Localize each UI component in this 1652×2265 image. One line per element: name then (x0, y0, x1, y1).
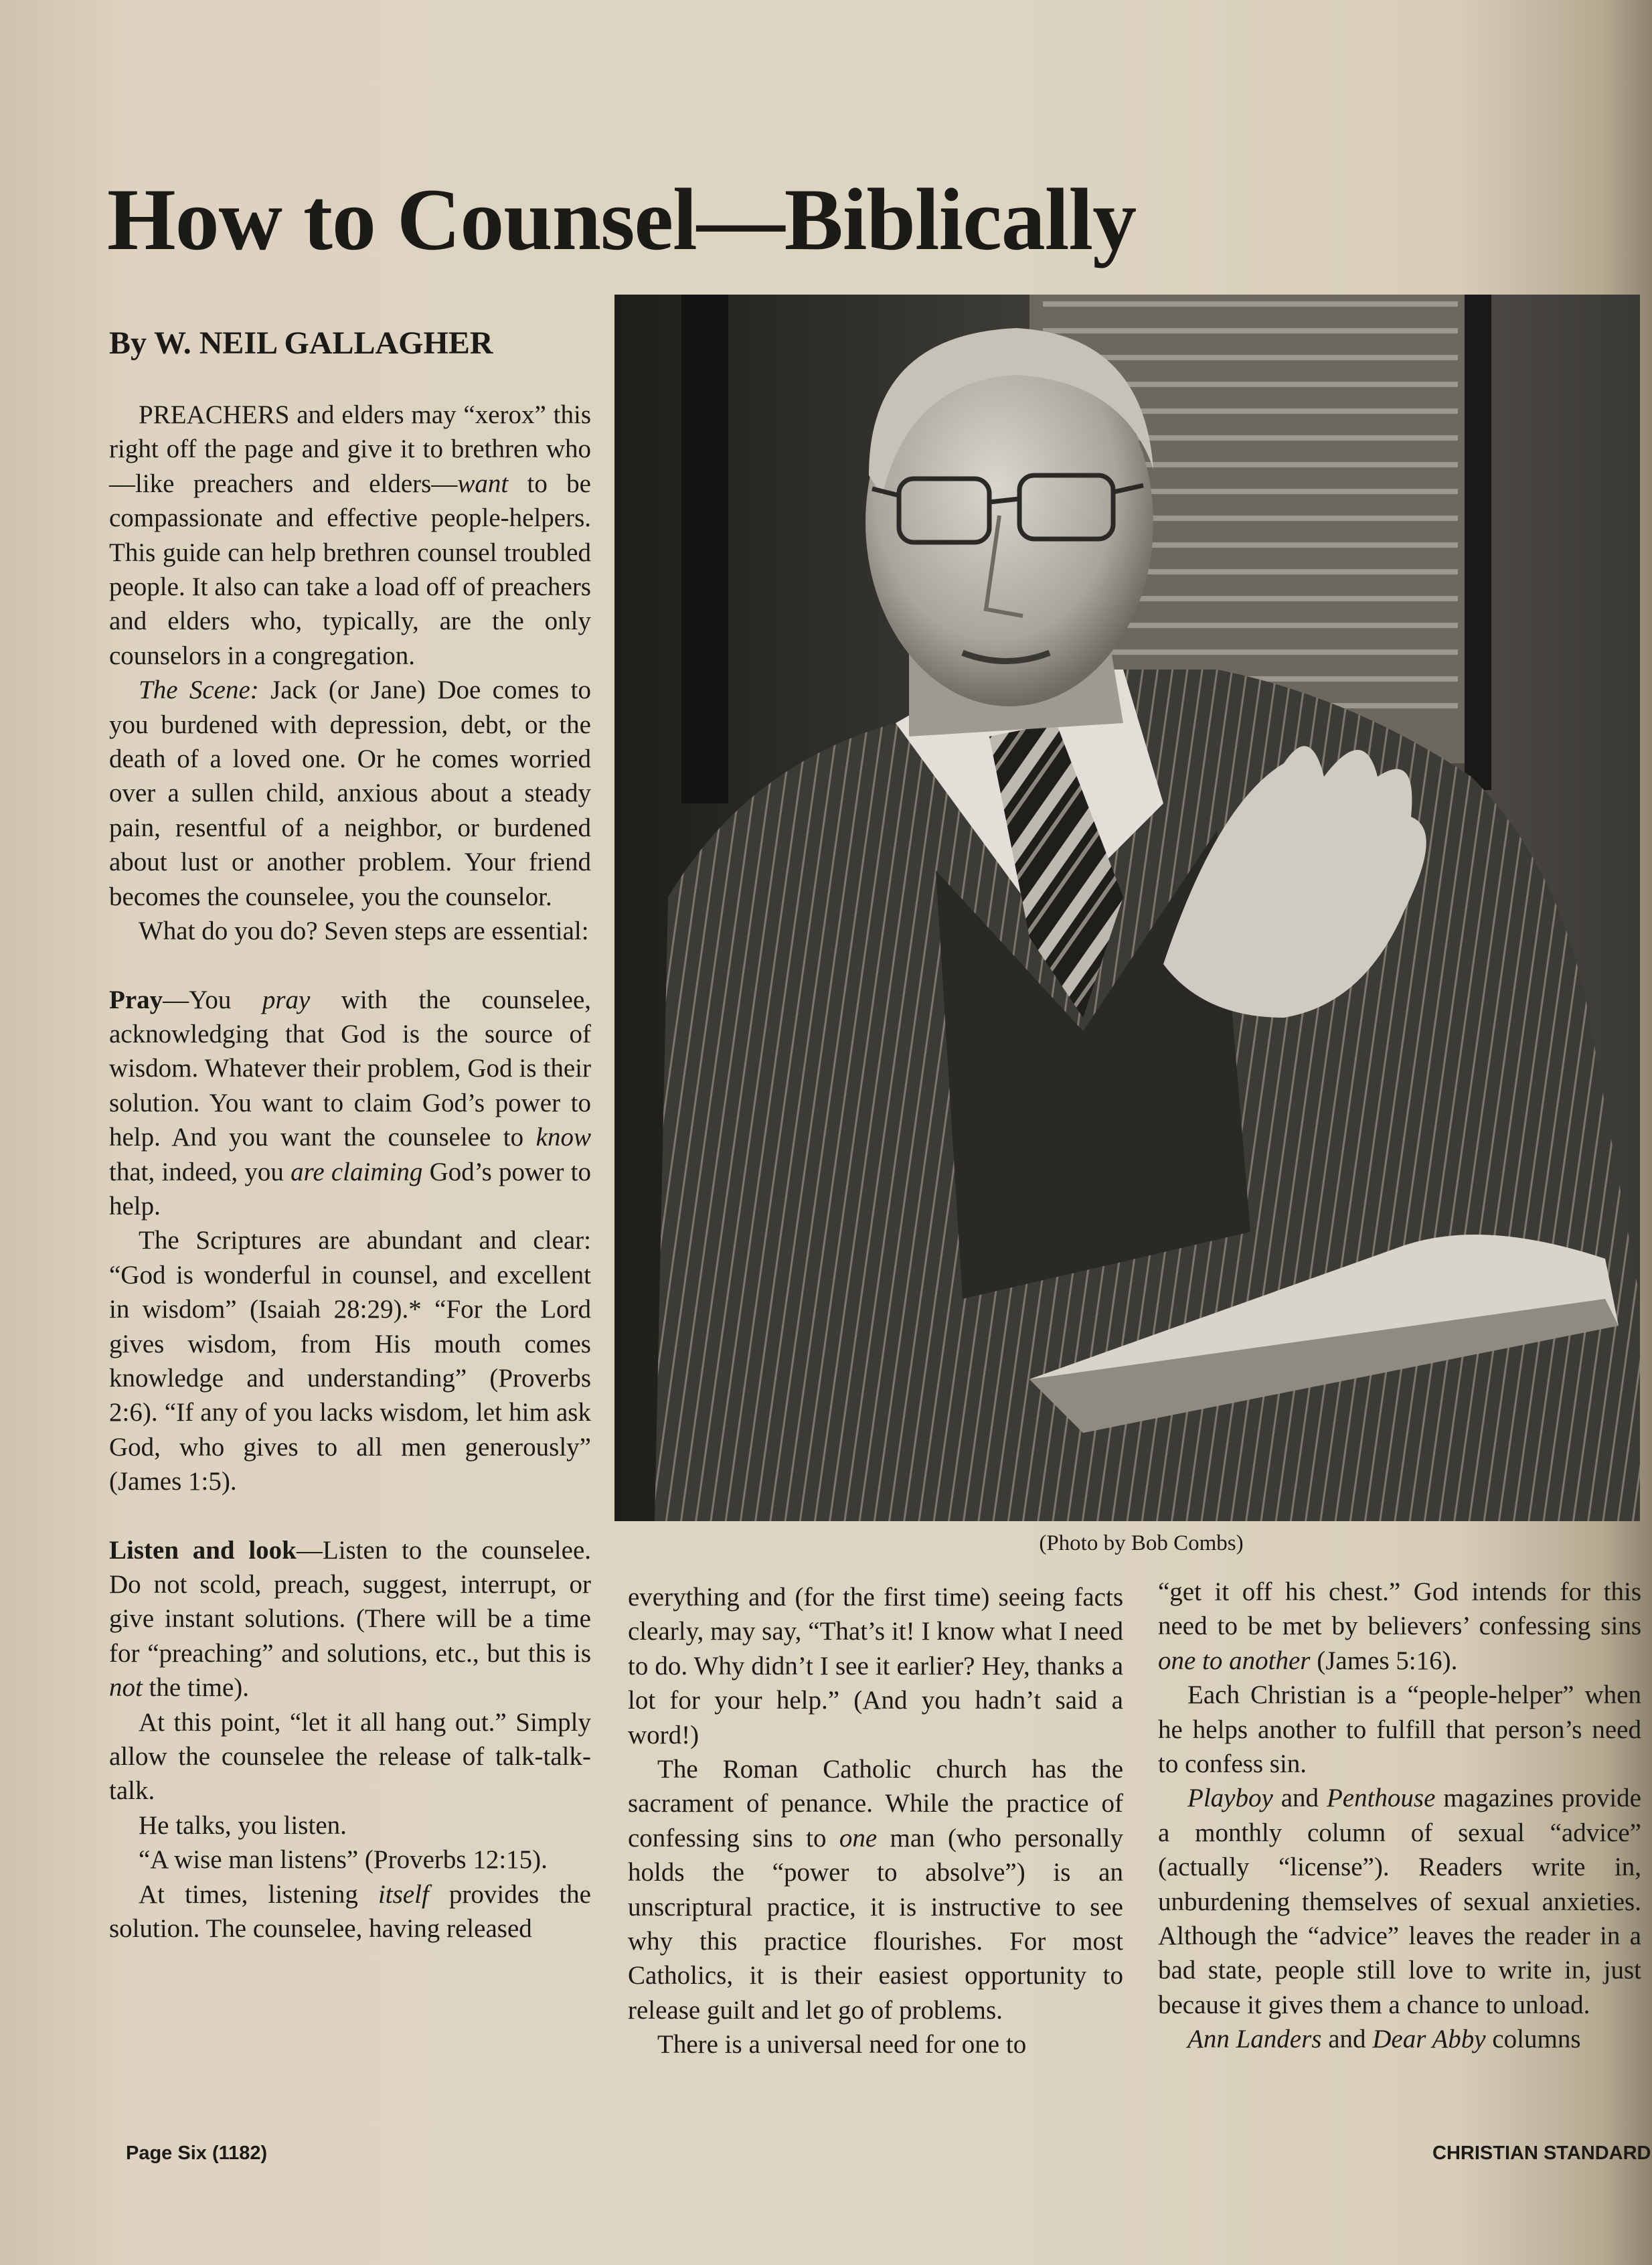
scene-paragraph: The Scene: Jack (or Jane) Doe comes to you burdened with depression, debt, or the death of a loved one. Or he comes worried over a sullen child, anxious about a steady pain, resentful of a neighbor, or burdened about lust or another problem. Your friend becomes the counselee, you the counselor. (109, 676, 592, 911)
man-in-suit-photo (614, 295, 1640, 1521)
steps-intro-paragraph: What do you do? Seven steps are essential: (139, 917, 589, 946)
page-number: Page Six (1182) (126, 2142, 268, 2164)
article-headline: How to Counsel—Biblically (107, 170, 1137, 268)
publication-name: CHRISTIAN STANDARD (1432, 2142, 1651, 2164)
people-helper-paragraph: Each Christian is a “people-helper” when he helps another to fulfill that person’s need to confess sin. (1158, 1681, 1641, 1779)
text-column-1 (109, 398, 591, 1946)
photo-caption: (Photo by Bob Combs) (1039, 1531, 1244, 1555)
scriptures-paragraph: The Scriptures are abundant and clear: “God is wonderful in counsel, and excellent in wisdom” (Isaiah 28:29).* “For the Lord gives wisdom, from His mouth comes knowledge and understanding” (Proverbs 2:6). “If any of you lacks wisdom, let him ask God, who gives to all men generously” (James 1:5). (109, 1226, 591, 1496)
magazines-paragraph: Playboy and Penthouse magazines provide a monthly column of sexual “advice” (actually “license”). Readers write in, unburdening themselves of sexual anxieties. Although the “advice” leaves the reader in a bad state, people still love to write in, just because it gives them a chance to unload. (1158, 1784, 1641, 2019)
wise-man-paragraph: “A wise man listens” (Proverbs 12:15). (139, 1845, 548, 1875)
author-photo (614, 295, 1640, 1521)
text-column-2 (628, 1580, 1123, 2062)
text-column-3 (1158, 1575, 1641, 2057)
advice-columns-paragraph: Ann Landers and Dear Abby columns (1187, 2025, 1581, 2054)
listen-section: Listen and look—Listen to the counselee. Do not scold, preach, suggest, interrupt, or give instant solutions. (There will be a time for “preaching” and solutions, etc., but this is not the time). (109, 1535, 592, 1703)
listening-itself-paragraph: At times, listening itself provides the solution. The counselee, having released (109, 1879, 591, 1944)
intro-paragraph: PREACHERS and elders may “xerox” this right off the page and give it to brethren who—like preachers and elders—want to be compassionate and effective people-helpers. This guide can help brethren counsel troubled people. It also can take a load off of preachers and elders who, typically, are the only counselors in a congregation. (109, 400, 591, 670)
realization-paragraph: everything and (for the first time) seeing facts clearly, may say, “That’s it! I know what I need to do. Why didn’t I see it earlier? Hey, thanks a lot for your help.” (And you hadn’t said a word!) (628, 1583, 1123, 1749)
pray-section: Pray—You pray with the counselee, acknowledging that God is the source of wisdom. Whatever their problem, God is their solution. You want to claim God’s power to help. And you want the counselee to know that, indeed, you are claiming God’s power to help. (109, 985, 592, 1221)
confession-paragraph: “get it off his chest.” God intends for this need to be met by believers’ confessing sins one to another (James 5:16). (1158, 1577, 1641, 1675)
talks-paragraph: He talks, you listen. (139, 1810, 347, 1840)
article-byline: By W. NEIL GALLAGHER (109, 325, 493, 361)
hang-out-paragraph: At this point, “let it all hang out.” Simply allow the counselee the release of talk-talk-talk. (109, 1707, 591, 1806)
penance-paragraph: The Roman Catholic church has the sacrament of penance. While the practice of confessing sins to one man (who personally holds the “power to absolve”) is an unscriptural practice, it is instructive to see why this practice flourishes. For most Catholics, it is their easiest opportunity to release guilt and let go of problems. (628, 1755, 1123, 2025)
universal-need-paragraph: There is a universal need for one to (657, 2030, 1027, 2059)
